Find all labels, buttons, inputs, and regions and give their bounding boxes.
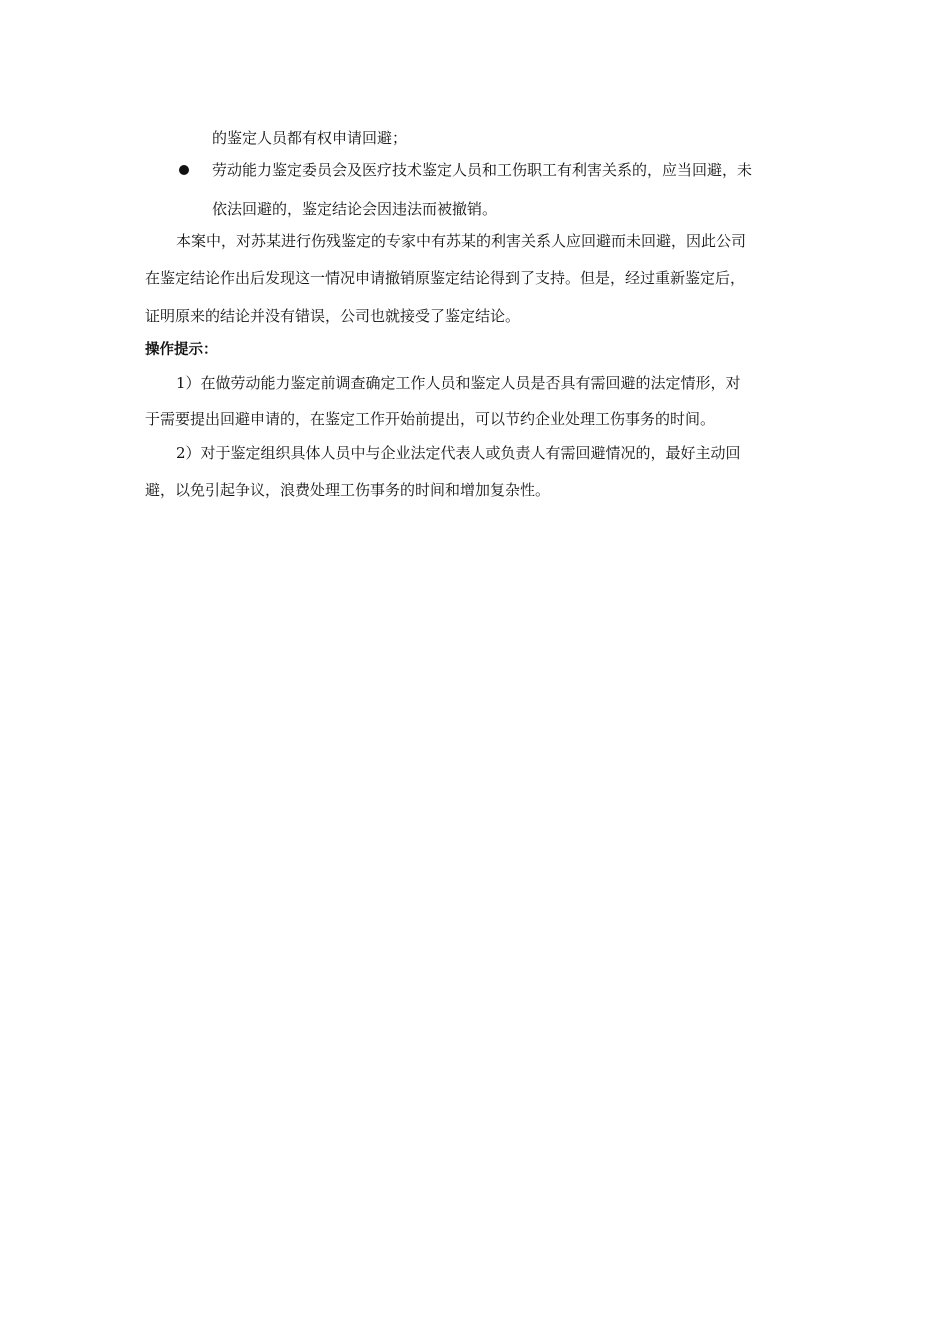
tip-1-line-1: 1）在做劳动能力鉴定前调查确定工作人员和鉴定人员是否具有需回避的法定情形，对 (176, 374, 741, 392)
bullet-item-1-continuation: 的鉴定人员都有权申请回避； (212, 129, 408, 147)
case-paragraph-line-2: 在鉴定结论作出后发现这一情况申请撤销原鉴定结论得到了支持。但是，经过重新鉴定后， (145, 269, 746, 287)
tip-2-line-2: 避，以免引起争议，浪费处理工伤事务的时间和增加复杂性。 (145, 481, 551, 499)
tip-2-line-1: 2）对于鉴定组织具体人员中与企业法定代表人或负责人有需回避情况的，最好主动回 (176, 444, 741, 462)
tips-heading: 操作提示： (145, 342, 218, 358)
case-paragraph-line-3: 证明原来的结论并没有错误，公司也就接受了鉴定结论。 (145, 307, 521, 325)
tip-1-line-2: 于需要提出回避申请的，在鉴定工作开始前提出，可以节约企业处理工伤事务的时间。 (145, 410, 716, 428)
bullet-item-2-line-1: 劳动能力鉴定委员会及医疗技术鉴定人员和工伤职工有利害关系的，应当回避，未 (212, 161, 753, 179)
case-paragraph-line-1: 本案中，对苏某进行伤残鉴定的专家中有苏某的利害关系人应回避而未回避，因此公司 (176, 232, 747, 250)
bullet-dot-icon (179, 165, 189, 175)
bullet-item-2-line-2: 依法回避的，鉴定结论会因违法而被撤销。 (212, 200, 498, 218)
